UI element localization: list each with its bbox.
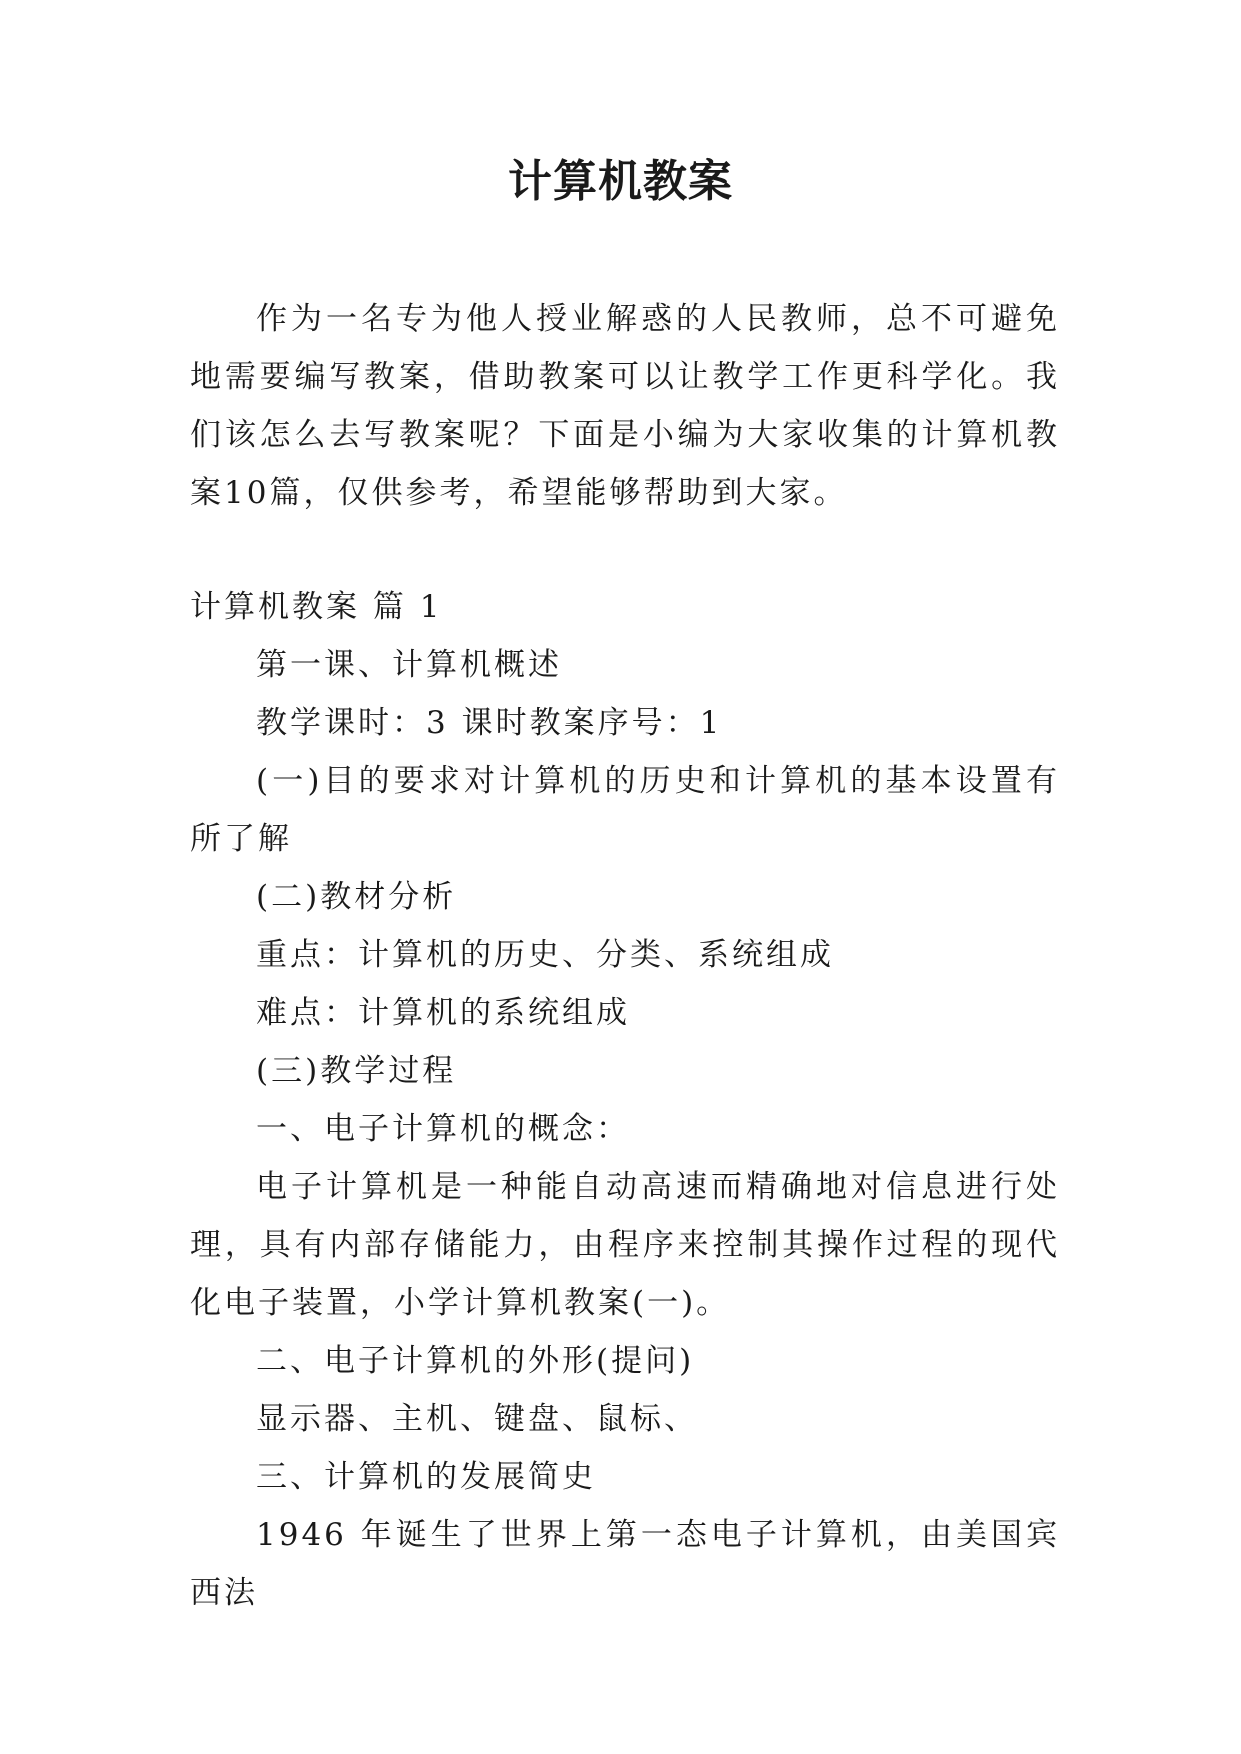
intro-paragraph: 作为一名专为他人授业解惑的人民教师，总不可避免地需要编写教案，借助教案可以让教学工作更科学化。我们该怎么去写教案呢？下面是小编为大家收集的计算机教案10篇，仅供参考，希望能够帮助到大家。 [190, 301, 1060, 511]
teaching-process-heading: (三)教学过程 [256, 1053, 457, 1089]
lesson-hours: 教学课时：3 课时教案序号：1 [256, 705, 723, 741]
appearance-heading: 二、电子计算机的外形(提问) [256, 1343, 695, 1379]
section-spacer [190, 522, 1060, 578]
material-analysis-heading: (二)教材分析 [256, 879, 457, 915]
section-heading: 计算机教案 篇 1 [190, 589, 443, 625]
concept-heading: 一、电子计算机的概念： [256, 1111, 630, 1147]
document-title: 计算机教案 [508, 156, 733, 207]
history-paragraph: 1946 年诞生了世界上第一态电子计算机，由美国宾西法 [190, 1517, 1060, 1611]
difficult-points: 难点：计算机的系统组成 [256, 995, 630, 1031]
appearance-list: 显示器、主机、键盘、鼠标、 [256, 1401, 698, 1437]
concept-paragraph: 电子计算机是一种能自动高速而精确地对信息进行处理，具有内部存储能力，由程序来控制其操作过程的现代化电子装置，小学计算机教案(一)。 [190, 1169, 1060, 1321]
lesson-objectives: (一)目的要求对计算机的历史和计算机的基本设置有所了解 [190, 763, 1060, 857]
lesson-title: 第一课、计算机概述 [256, 647, 562, 683]
document-body [190, 290, 1060, 1622]
key-points: 重点：计算机的历史、分类、系统组成 [256, 937, 834, 973]
history-heading: 三、计算机的发展简史 [256, 1459, 596, 1495]
